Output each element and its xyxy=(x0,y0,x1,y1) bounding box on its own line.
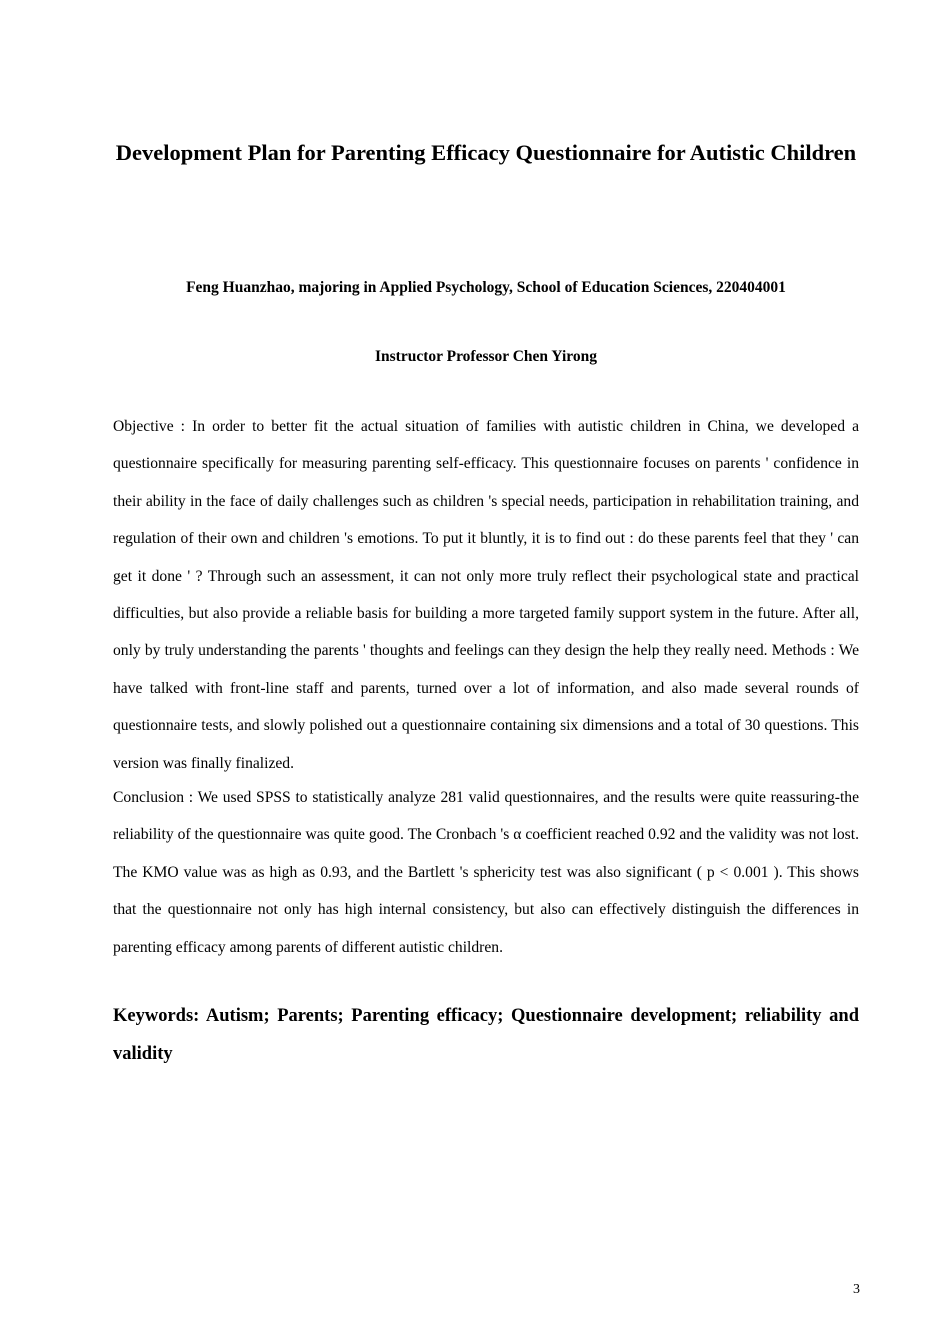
keywords-line: Keywords: Autism; Parents; Parenting efficacy; Questionnaire development; reliability and validity xyxy=(113,1006,859,1064)
document-title: Development Plan for Parenting Efficacy Questionnaire for Autistic Children xyxy=(115,140,857,165)
page-number: 3 xyxy=(853,1282,860,1297)
instructor-line: Instructor Professor Chen Yirong xyxy=(374,348,598,365)
abstract-objective-paragraph: Objective : In order to better fit the actual situation of families with autistic children in China, we developed a questionnaire specifically for measuring parenting self-efficacy. This questionnaire focuses on parents ' confidence in their ability in the face of daily challenges such as children 's special needs, participation in rehabilitation training, and regulation of their own and children 's emotions. To put it bluntly, it is to find out : do these parents feel that they ' can get it done ' ? Through such an assessment, it can not only more truly reflect their psychological state and practical difficulties, but also provide a reliable basis for building a more targeted family support system in the future. After all, only by truly understanding the parents ' thoughts and feelings can they design the help they really need. Methods : We have talked with front-line staff and parents, turned over a lot of information, and also made several rounds of questionnaire tests, and slowly polished out a questionnaire containing six dimensions and a total of 30 questions. This version was finally finalized. xyxy=(113,418,859,772)
author-line: Feng Huanzhao, majoring in Applied Psychology, School of Education Sciences, 220404001 xyxy=(186,279,786,296)
abstract-conclusion-paragraph: Conclusion : We used SPSS to statistically analyze 281 valid questionnaires, and the results were quite reassuring-the reliability of the questionnaire was quite good. The Cronbach 's α coefficient reached 0.92 and the validity was not lost. The KMO value was as high as 0.93, and the Bartlett 's sphericity test was also significant ( p < 0.001 ). This shows that the questionnaire not only has high internal consistency, but also can effectively distinguish the differences in parenting efficacy among parents of different autistic children. xyxy=(113,789,859,956)
